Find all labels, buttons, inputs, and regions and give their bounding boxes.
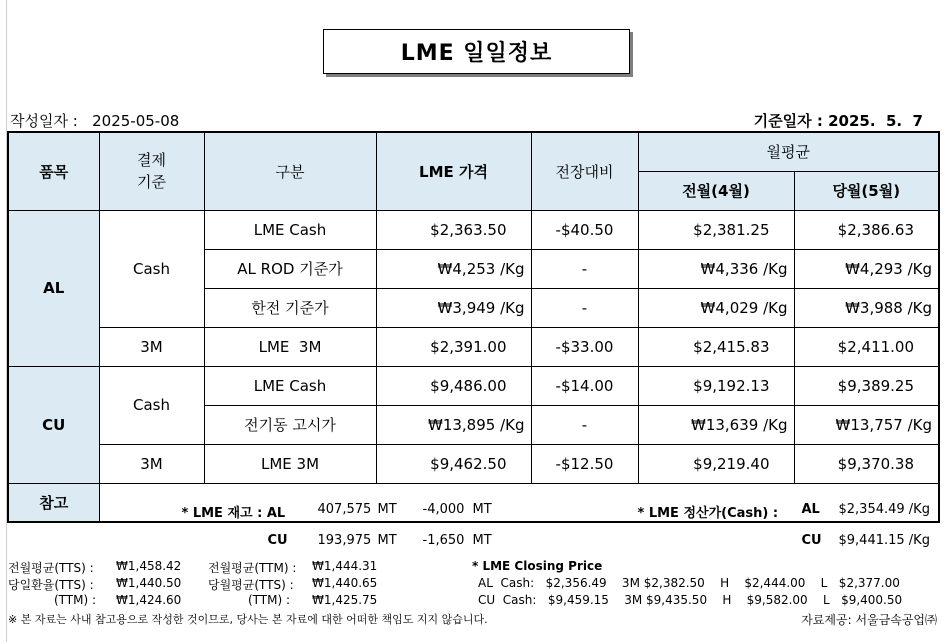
disclaimer: ※ 본 자료는 사내 참고용으로 작성한 것이므로, 당사는 본 자료에 대한 어떠한 책임도 지지 않습니다. bbox=[8, 613, 488, 626]
settle-label: * LME 정산가(Cash) : bbox=[637, 505, 779, 521]
row-price: ₩4,253 /Kg bbox=[376, 249, 531, 288]
row-price: $9,462.50 bbox=[376, 444, 531, 483]
prev-avg-ttm-label: 전월평균(TTM) : bbox=[208, 561, 297, 575]
header-lme-price: LME 가격 bbox=[376, 132, 531, 210]
header-item: 품목 bbox=[8, 132, 99, 210]
header-type: 구분 bbox=[204, 132, 376, 210]
row-change: - bbox=[531, 405, 638, 444]
prev-avg-tts-value: ₩1,458.42 bbox=[116, 559, 182, 573]
row-curr-avg: ₩4,293 /Kg bbox=[794, 249, 939, 288]
row-change: -$14.00 bbox=[531, 366, 638, 405]
row-change: - bbox=[531, 288, 638, 327]
row-curr-avg: $2,386.63 bbox=[794, 210, 939, 249]
row-type: AL ROD 기준가 bbox=[204, 249, 376, 288]
row-prev-avg: ₩13,639 /Kg bbox=[638, 405, 794, 444]
data-source: 자료제공: 서울금속공업㈜ bbox=[801, 613, 937, 627]
row-change: -$33.00 bbox=[531, 327, 638, 366]
header-monthly-avg: 월평균 bbox=[638, 132, 939, 171]
reference-panel bbox=[100, 484, 939, 548]
cu-stock-label: CU bbox=[267, 532, 288, 548]
row-price: ₩13,895 /Kg bbox=[376, 405, 531, 444]
row-prev-avg: $9,219.40 bbox=[638, 444, 794, 483]
prev-avg-tts-label: 전월평균(TTS) : bbox=[8, 561, 94, 575]
row-type: LME Cash bbox=[204, 210, 376, 249]
base-date bbox=[754, 110, 923, 131]
settle-cu-value: $9,441.15 /Kg bbox=[838, 532, 930, 548]
written-date-value: 2025-05-08 bbox=[92, 112, 180, 130]
group-cu: CU bbox=[8, 366, 99, 483]
row-type: LME 3M bbox=[204, 327, 376, 366]
base-date-value: 2025. 5. 7 bbox=[828, 112, 923, 130]
today-rate-ttm-label: (TTM) : bbox=[54, 593, 97, 607]
al-change-unit: MT bbox=[472, 501, 492, 517]
row-change: -$12.50 bbox=[531, 444, 638, 483]
closing-al-line: AL Cash: $2,356.49 3M $2,382.50 H $2,444.00 L $2,377.00 bbox=[478, 576, 900, 590]
price-table bbox=[7, 131, 940, 548]
settle-cash: Cash bbox=[99, 366, 204, 444]
curr-avg-ttm-label: (TTM) : bbox=[248, 593, 291, 607]
curr-avg-tts-label: 당월평균(TTS) : bbox=[208, 578, 294, 592]
row-curr-avg: $9,389.25 bbox=[794, 366, 939, 405]
prev-avg-ttm-value: ₩1,444.31 bbox=[312, 559, 378, 573]
row-prev-avg: $2,415.83 bbox=[638, 327, 794, 366]
closing-price-title: * LME Closing Price bbox=[472, 559, 603, 573]
settle-3m: 3M bbox=[99, 444, 204, 483]
row-prev-avg: $2,381.25 bbox=[638, 210, 794, 249]
group-al: AL bbox=[8, 210, 99, 366]
written-date bbox=[10, 110, 179, 131]
row-curr-avg: $9,370.38 bbox=[794, 444, 939, 483]
table-row bbox=[8, 366, 939, 405]
row-type: LME 3M bbox=[204, 444, 376, 483]
row-curr-avg: ₩3,988 /Kg bbox=[794, 288, 939, 327]
al-stock-change: -4,000 bbox=[422, 501, 465, 517]
page-title: LME 일일정보 bbox=[323, 29, 630, 74]
row-prev-avg: $9,192.13 bbox=[638, 366, 794, 405]
settle-3m: 3M bbox=[99, 327, 204, 366]
cu-stock-unit: MT bbox=[377, 532, 397, 548]
settle-al-label: AL bbox=[801, 501, 820, 517]
table-row bbox=[8, 327, 939, 366]
table-row bbox=[8, 444, 939, 483]
row-change: - bbox=[531, 249, 638, 288]
settle-cu-label: CU bbox=[801, 532, 822, 548]
row-change: -$40.50 bbox=[531, 210, 638, 249]
base-date-label: 기준일자 : bbox=[753, 112, 823, 130]
row-type: 전기동 고시가 bbox=[204, 405, 376, 444]
cu-change-unit: MT bbox=[472, 532, 492, 548]
curr-avg-ttm-value: ₩1,425.75 bbox=[312, 593, 378, 607]
today-rate-tts-value: ₩1,440.50 bbox=[116, 576, 182, 590]
header-prev-month: 전월(4월) bbox=[638, 171, 794, 210]
closing-cu-line: CU Cash: $9,459.15 3M $9,435.50 H $9,582.00 L $9,400.50 bbox=[478, 593, 903, 607]
header-curr-month: 당월(5월) bbox=[794, 171, 939, 210]
group-ref: 참고 bbox=[8, 483, 99, 522]
settle-cash: Cash bbox=[99, 210, 204, 327]
today-rate-ttm-value: ₩1,424.60 bbox=[116, 593, 182, 607]
written-date-label: 작성일자 : bbox=[10, 112, 78, 130]
row-price: $2,363.50 bbox=[376, 210, 531, 249]
reference-row bbox=[8, 483, 939, 522]
table-row bbox=[8, 210, 939, 249]
al-stock-unit: MT bbox=[377, 501, 397, 517]
al-stock: 407,575 bbox=[317, 501, 372, 517]
today-rate-tts-label: 당일환율(TTS) : bbox=[8, 578, 94, 592]
row-price: $2,391.00 bbox=[376, 327, 531, 366]
header-change: 전장대비 bbox=[531, 132, 638, 210]
row-price: $9,486.00 bbox=[376, 366, 531, 405]
row-type: LME Cash bbox=[204, 366, 376, 405]
row-curr-avg: ₩13,757 /Kg bbox=[794, 405, 939, 444]
curr-avg-tts-value: ₩1,440.65 bbox=[312, 576, 378, 590]
row-type: 한전 기준가 bbox=[204, 288, 376, 327]
header-settle: 결제 기준 bbox=[99, 132, 204, 210]
cu-stock-change: -1,650 bbox=[422, 532, 465, 548]
row-prev-avg: ₩4,029 /Kg bbox=[638, 288, 794, 327]
row-curr-avg: $2,411.00 bbox=[794, 327, 939, 366]
cu-stock: 193,975 bbox=[317, 532, 372, 548]
row-price: ₩3,949 /Kg bbox=[376, 288, 531, 327]
settle-al-value: $2,354.49 /Kg bbox=[838, 501, 930, 517]
row-prev-avg: ₩4,336 /Kg bbox=[638, 249, 794, 288]
stock-label: * LME 재고 : AL bbox=[181, 505, 286, 521]
